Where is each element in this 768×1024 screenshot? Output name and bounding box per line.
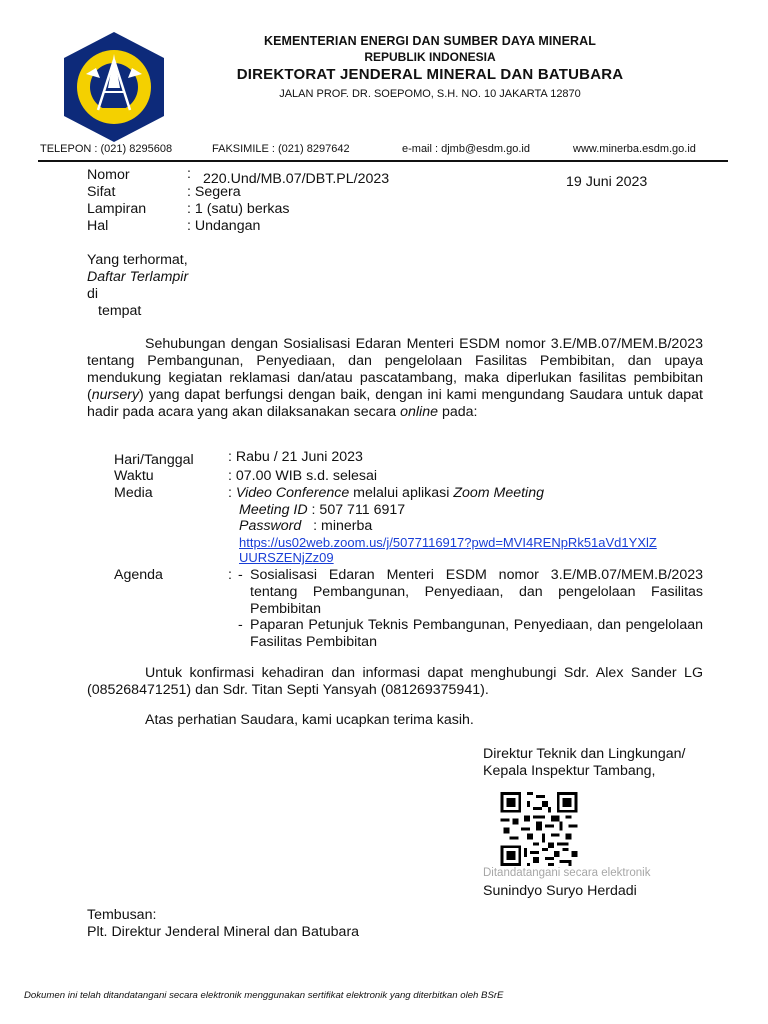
- sifat-value: : Segera: [187, 184, 241, 200]
- footer-note: Dokumen ini telah ditandatangani secara elektronik menggunakan sertifikat elektronik yang diterbitkan oleh BSrE: [24, 990, 504, 1001]
- lampiran-value: : 1 (satu) berkas: [187, 201, 290, 217]
- password-label: Password: [239, 518, 302, 534]
- greeting: Yang terhormat,: [87, 252, 188, 268]
- meeting-id-label: Meeting ID: [239, 502, 308, 518]
- recipient-place: tempat: [98, 303, 142, 319]
- body-text-nursery: nursery: [91, 387, 140, 403]
- nomor-value: 220.Und/MB.07/DBT.PL/2023: [203, 171, 390, 187]
- signer-title-2: Kepala Inspektur Tambang,: [483, 763, 656, 779]
- meeting-id-value: : 507 711 6917: [307, 502, 406, 518]
- agenda-label: Agenda: [114, 567, 163, 583]
- waktu-label: Waktu: [114, 468, 154, 484]
- waktu-value: : 07.00 WIB s.d. selesai: [228, 468, 378, 484]
- ministry-name: KEMENTERIAN ENERGI DAN SUMBER DAYA MINERAL: [263, 34, 596, 48]
- zoom-link-line-1[interactable]: https://us02web.zoom.us/j/5077116917?pwd=MVI4RENpRk51aVd1YXlZ: [239, 535, 657, 550]
- letter-date: 19 Juni 2023: [566, 174, 648, 190]
- body-text-b: ) yang dapat berfungsi dengan baik, dengan ini kami mengundang Saudara untuk dapat hadir pada acara yang akan dilaksanakan secara: [87, 387, 703, 420]
- hari-label: Hari/Tanggal: [114, 452, 194, 468]
- media-value: [228, 485, 544, 502]
- email-address: e-mail : djmb@esdm.go.id: [402, 143, 530, 155]
- fax-number: FAKSIMILE : (021) 8297642: [212, 143, 350, 155]
- tembusan-item: Plt. Direktur Jenderal Mineral dan Batubara: [87, 924, 360, 940]
- hal-value: : Undangan: [187, 218, 261, 234]
- thanks-paragraph: Atas perhatian Saudara, kami ucapkan terima kasih.: [145, 712, 474, 728]
- signature-qr-code-icon: [500, 792, 578, 866]
- recipient-name: Daftar Terlampir: [87, 269, 189, 285]
- esdm-logo-emblem-icon: [60, 30, 168, 144]
- meeting-password: [239, 518, 372, 535]
- nomor-colon: :: [187, 166, 191, 182]
- body-paragraph-intro: [87, 336, 703, 421]
- nomor-label: Nomor: [87, 167, 130, 183]
- lampiran-label: Lampiran: [87, 201, 147, 217]
- electronic-signature-stamp: Ditandatangani secara elektronik: [483, 867, 651, 879]
- media-video-conference: Video Conference: [235, 485, 350, 501]
- meeting-id: [239, 502, 405, 519]
- agenda-colon: :: [228, 567, 232, 583]
- password-value: : minerba: [301, 518, 373, 534]
- body-text-a: Sehubungan dengan Sosialisasi Edaran Menteri ESDM nomor 3.E/MB.07/MEM.B/2023 tentang Pembangunan, Penyediaan, dan pengelolaan Fasilitas Pembibitan, dan upaya mendukung kegiatan reklamasi dan/atau pascatambang, maka diperlukan fasilitas pembibitan (: [87, 336, 703, 403]
- hari-value: : Rabu / 21 Juni 2023: [228, 449, 363, 465]
- agenda-dash-1: -: [238, 567, 243, 583]
- contact-paragraph: Untuk konfirmasi kehadiran dan informasi dapat menghubungi Sdr. Alex Sander LG (085268471251) dan Sdr. Titan Septi Yansyah (081269375941).: [87, 665, 703, 698]
- media-label: Media: [114, 485, 153, 501]
- media-via: melalui aplikasi: [349, 485, 454, 501]
- tembusan-label: Tembusan:: [87, 907, 157, 923]
- body-text-c: pada:: [438, 404, 478, 420]
- agenda-item-1: Sosialisasi Edaran Menteri ESDM nomor 3.E/MB.07/MEM.B/2023 tentang Pembangunan, Penyediaan, dan pengelolaan Fasilitas Pembibitan: [250, 567, 703, 617]
- republic-name: REPUBLIK INDONESIA: [364, 50, 496, 64]
- office-address: JALAN PROF. DR. SOEPOMO, S.H. NO. 10 JAKARTA 12870: [279, 88, 581, 100]
- agenda-item-2: Paparan Petunjuk Teknis Pembangunan, Penyediaan, dan pengelolaan Fasilitas Pembibitan: [250, 617, 703, 650]
- body-text-online: online: [400, 404, 438, 420]
- media-colon: :: [228, 485, 236, 501]
- sifat-label: Sifat: [87, 184, 116, 200]
- website-link: www.minerba.esdm.go.id: [573, 143, 696, 155]
- recipient-di: di: [87, 286, 99, 302]
- agenda-dash-2: -: [238, 617, 243, 633]
- phone-number: TELEPON : (021) 8295608: [40, 143, 173, 155]
- esdm-logo: [60, 30, 168, 144]
- signer-name: Sunindyo Suryo Herdadi: [483, 883, 637, 899]
- media-zoom-meeting: Zoom Meeting: [453, 485, 544, 501]
- directorate-name: DIREKTORAT JENDERAL MINERAL DAN BATUBARA: [236, 66, 624, 83]
- signer-title-1: Direktur Teknik dan Lingkungan/: [483, 746, 686, 762]
- hal-label: Hal: [87, 218, 109, 234]
- header-divider: [38, 160, 728, 162]
- zoom-link-line-2[interactable]: UURSZENjZz09: [239, 550, 334, 565]
